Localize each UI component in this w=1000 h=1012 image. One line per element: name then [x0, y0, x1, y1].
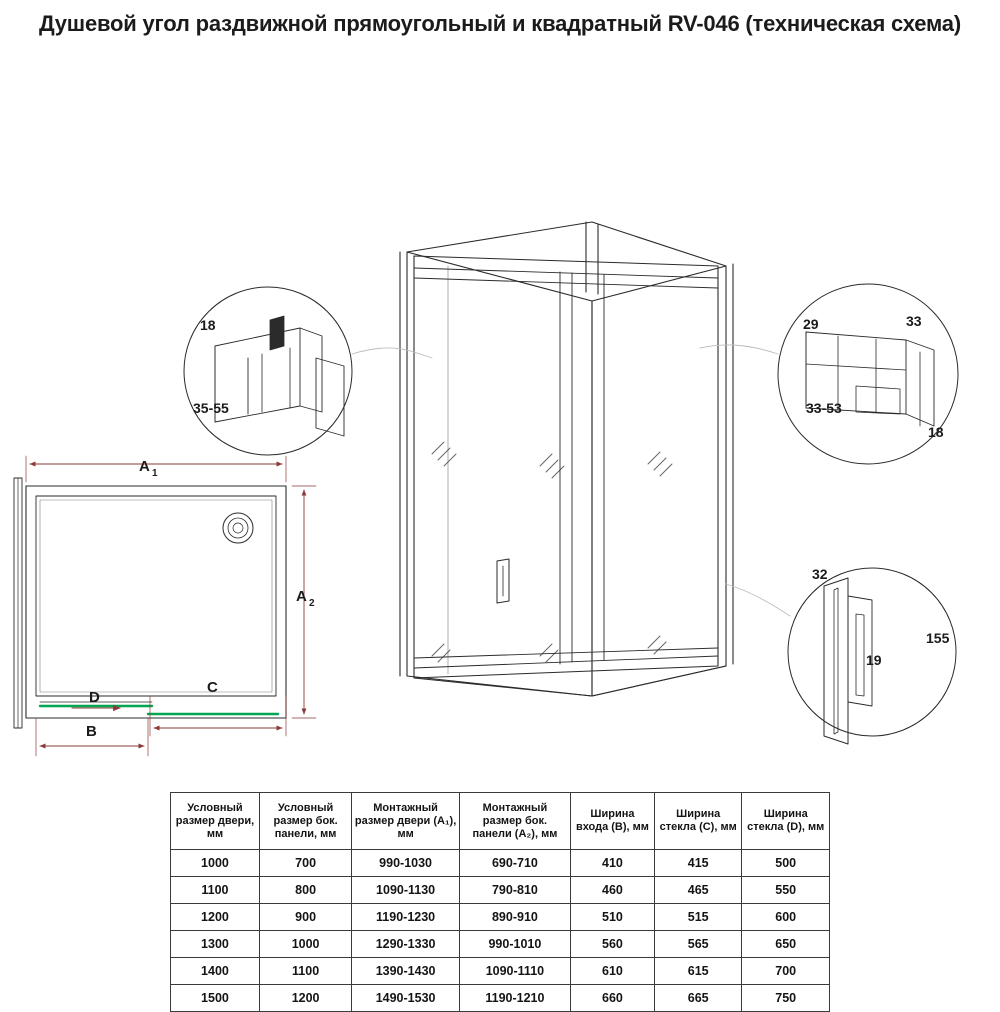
cell: 900: [259, 904, 351, 931]
cell: 460: [570, 877, 654, 904]
dim-top-left-18: 18: [200, 317, 216, 333]
col-header-panel-mount: Монтажный размер бок. панели (A₂), мм: [459, 793, 570, 850]
cell: 1000: [259, 931, 351, 958]
cell: 560: [570, 931, 654, 958]
cell: 1200: [259, 985, 351, 1012]
cell: 800: [259, 877, 351, 904]
dim-bottom-right-32: 32: [812, 566, 828, 582]
cell: 650: [742, 931, 830, 958]
table-row: [171, 931, 830, 958]
spec-table: [170, 792, 830, 1012]
cell: 600: [742, 904, 830, 931]
cell: 610: [570, 958, 654, 985]
col-header-door-mount: Монтажный размер двери (A₁), мм: [352, 793, 460, 850]
col-header-panel-size: Условный размер бок. панели, мм: [259, 793, 351, 850]
cell: 1200: [171, 904, 260, 931]
cell: 500: [742, 850, 830, 877]
callout-bottom-right: [726, 568, 956, 744]
cell: 790-810: [459, 877, 570, 904]
callout-top-right: [700, 284, 958, 464]
main-3d-view: [400, 222, 733, 696]
cell: 990-1030: [352, 850, 460, 877]
cell: 1190-1210: [459, 985, 570, 1012]
cell: 1100: [171, 877, 260, 904]
dim-top-right-33-53: 33-53: [806, 400, 842, 416]
plan-label-d: D: [89, 689, 100, 706]
technical-drawing: [0, 96, 1000, 776]
plan-label-a1-sub: 1: [152, 468, 158, 479]
cell: 750: [742, 985, 830, 1012]
table-row: [171, 985, 830, 1012]
dim-bottom-right-155: 155: [926, 630, 950, 646]
cell: 1100: [259, 958, 351, 985]
col-header-glass-c: Ширина стекла (C), мм: [654, 793, 742, 850]
cell: 550: [742, 877, 830, 904]
cell: 1090-1130: [352, 877, 460, 904]
dim-top-right-33: 33: [906, 313, 922, 329]
cell: 465: [654, 877, 742, 904]
table-row: [171, 850, 830, 877]
cell: 1500: [171, 985, 260, 1012]
cell: 415: [654, 850, 742, 877]
col-header-door-size: Условный размер двери, мм: [171, 793, 260, 850]
plan-label-a1: A: [139, 458, 150, 475]
cell: 410: [570, 850, 654, 877]
dim-bottom-right-19: 19: [866, 652, 882, 668]
cell: 665: [654, 985, 742, 1012]
dim-top-left-35-55: 35-55: [193, 400, 229, 416]
cell: 1300: [171, 931, 260, 958]
table-header-row: [171, 793, 830, 850]
col-header-entry-width: Ширина входа (B), мм: [570, 793, 654, 850]
plan-label-a2: A: [296, 588, 307, 605]
cell: 990-1010: [459, 931, 570, 958]
table-row: [171, 958, 830, 985]
plan-label-a2-sub: 2: [309, 598, 315, 609]
table-body: [171, 850, 830, 1012]
col-header-glass-d: Ширина стекла (D), мм: [742, 793, 830, 850]
cell: 700: [742, 958, 830, 985]
plan-dimensions: [26, 456, 316, 756]
cell: 615: [654, 958, 742, 985]
dim-top-right-29: 29: [803, 316, 819, 332]
cell: 510: [570, 904, 654, 931]
plan-label-b: B: [86, 723, 97, 740]
table-row: [171, 904, 830, 931]
cell: 1190-1230: [352, 904, 460, 931]
cell: 1400: [171, 958, 260, 985]
cell: 700: [259, 850, 351, 877]
page-title-text: Душевой угол раздвижной прямоугольный и квадратный RV-046 (техническая схема): [39, 11, 961, 36]
callout-top-left: [184, 287, 432, 455]
cell: 1390-1430: [352, 958, 460, 985]
cell: 890-910: [459, 904, 570, 931]
cell: 1490-1530: [352, 985, 460, 1012]
dim-top-right-18: 18: [928, 424, 944, 440]
page-title: [0, 8, 1000, 40]
cell: 515: [654, 904, 742, 931]
cell: 565: [654, 931, 742, 958]
plan-label-c: C: [207, 679, 218, 696]
plan-view: [14, 478, 286, 728]
cell: 690-710: [459, 850, 570, 877]
table-row: [171, 877, 830, 904]
cell: 660: [570, 985, 654, 1012]
cell: 1290-1330: [352, 931, 460, 958]
cell: 1090-1110: [459, 958, 570, 985]
cell: 1000: [171, 850, 260, 877]
